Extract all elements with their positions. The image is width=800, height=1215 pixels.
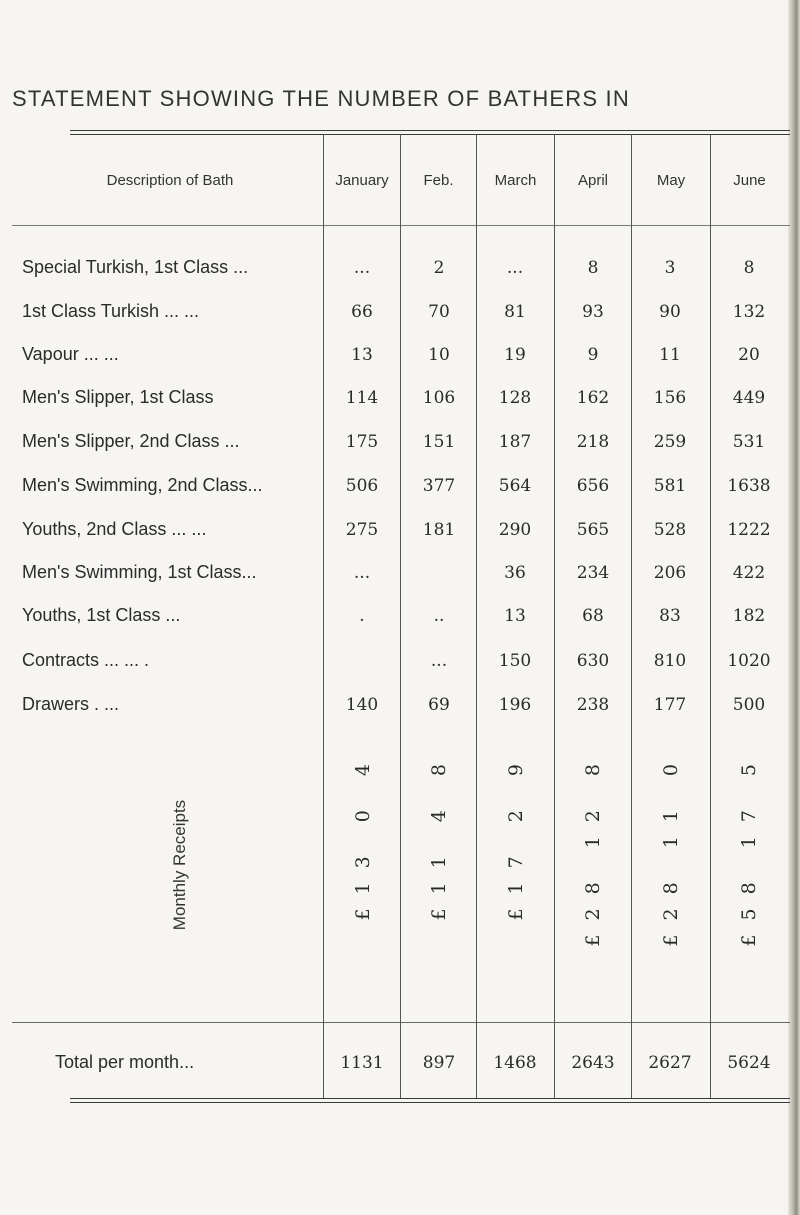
cell-may: 177	[653, 695, 687, 715]
table-bottom-rule-1	[70, 1098, 790, 1099]
receipts-divider	[12, 1022, 790, 1023]
cell-feb: ...	[430, 651, 448, 671]
row-label-youths-second: Youths, 2nd Class ... ...	[22, 519, 207, 539]
cell-apr: 218	[576, 432, 610, 452]
row-label-mens-slipper-second: Men's Slipper, 2nd Class ...	[22, 431, 240, 451]
cell-mar: 81	[504, 302, 526, 322]
receipt-apr: £28 12 8	[582, 750, 604, 947]
cell-feb: 151	[422, 432, 456, 452]
header-may: May	[656, 172, 686, 189]
cell-apr: 68	[582, 606, 604, 626]
receipt-may: £28 11 0	[660, 750, 682, 947]
cell-mar: 19	[504, 345, 526, 365]
cell-may: 3	[664, 258, 676, 278]
cell-mar: 150	[498, 651, 532, 671]
cell-may: 11	[659, 345, 681, 365]
cell-jan: 175	[345, 432, 379, 452]
cell-feb: 377	[422, 476, 456, 496]
total-jun: 5624	[727, 1053, 771, 1073]
cell-feb: 2	[433, 258, 445, 278]
total-mar: 1468	[493, 1053, 537, 1073]
cell-jun: 449	[732, 388, 766, 408]
cell-may: 810	[653, 651, 687, 671]
header-january: January	[335, 172, 389, 189]
cell-apr: 8	[587, 258, 599, 278]
cell-may: 156	[653, 388, 687, 408]
cell-jun: 1638	[727, 476, 771, 496]
cell-jan: 114	[345, 388, 379, 408]
cell-jan: 506	[345, 476, 379, 496]
page-edge	[788, 0, 800, 1215]
cell-apr: 238	[576, 695, 610, 715]
cell-jun: 500	[732, 695, 766, 715]
receipt-mar: £17 2 9	[505, 750, 527, 921]
total-may: 2627	[648, 1053, 692, 1073]
cell-jan: ...	[353, 258, 371, 278]
row-label-mens-swimming-first: Men's Swimming, 1st Class...	[22, 562, 257, 582]
cell-feb: 106	[422, 388, 456, 408]
cell-jan: .	[359, 606, 365, 626]
cell-feb: 69	[428, 695, 450, 715]
cell-jun: 182	[732, 606, 766, 626]
cell-feb: ..	[433, 606, 445, 626]
row-label-first-class-turkish: 1st Class Turkish ... ...	[22, 301, 200, 321]
cell-jan: 275	[345, 520, 379, 540]
cell-may: 90	[659, 302, 681, 322]
cell-feb: 70	[428, 302, 450, 322]
total-feb: 897	[422, 1053, 456, 1073]
receipt-feb: £11 4 8	[428, 750, 450, 921]
row-label-mens-slipper-first: Men's Slipper, 1st Class	[22, 387, 214, 407]
cell-apr: 656	[576, 476, 610, 496]
table-top-rule-2	[70, 134, 790, 135]
row-label-youths-first: Youths, 1st Class ...	[22, 605, 181, 625]
header-february: Feb.	[423, 172, 454, 189]
cell-may: 259	[653, 432, 687, 452]
row-label-mens-swimming-second: Men's Swimming, 2nd Class...	[22, 475, 263, 495]
cell-feb: 10	[428, 345, 450, 365]
cell-may: 83	[659, 606, 681, 626]
cell-apr: 9	[587, 345, 599, 365]
cell-mar: 128	[498, 388, 532, 408]
cell-apr: 93	[582, 302, 604, 322]
monthly-receipts-label: Monthly Receipts	[170, 799, 189, 931]
cell-jun: 531	[732, 432, 766, 452]
header-june: June	[733, 172, 766, 189]
cell-feb: 181	[422, 520, 456, 540]
cell-jun: 1222	[727, 520, 771, 540]
cell-apr: 162	[576, 388, 610, 408]
cell-jan: ...	[353, 563, 371, 583]
cell-mar: ...	[506, 258, 524, 278]
cell-jan: 140	[345, 695, 379, 715]
cell-may: 528	[653, 520, 687, 540]
cell-mar: 564	[498, 476, 532, 496]
cell-mar: 36	[504, 563, 526, 583]
cell-jan: 66	[351, 302, 373, 322]
table-top-rule-1	[70, 130, 790, 131]
cell-jun: 132	[732, 302, 766, 322]
header-march: March	[494, 172, 537, 189]
cell-mar: 290	[498, 520, 532, 540]
row-label-vapour: Vapour ... ...	[22, 344, 119, 364]
row-label-special-turkish: Special Turkish, 1st Class ...	[22, 257, 249, 277]
cell-jun: 422	[732, 563, 766, 583]
total-apr: 2643	[571, 1053, 615, 1073]
cell-jan: 13	[351, 345, 373, 365]
cell-may: 206	[653, 563, 687, 583]
receipt-jun: £58 17 5	[738, 750, 760, 947]
header-divider	[12, 225, 790, 226]
receipt-jan: £13 0 4	[352, 750, 374, 921]
row-label-drawers: Drawers . ...	[22, 694, 120, 714]
cell-apr: 630	[576, 651, 610, 671]
header-april: April	[577, 172, 608, 189]
header-description: Description of Bath	[106, 172, 234, 189]
table-bottom-rule-2	[70, 1102, 790, 1103]
row-label-contracts: Contracts ... ... .	[22, 650, 150, 670]
cell-jun: 1020	[727, 651, 771, 671]
total-per-month-label: Total per month...	[55, 1052, 195, 1072]
cell-jun: 8	[743, 258, 755, 278]
cell-apr: 565	[576, 520, 610, 540]
cell-may: 581	[653, 476, 687, 496]
cell-jun: 20	[738, 345, 760, 365]
cell-mar: 187	[498, 432, 532, 452]
cell-mar: 13	[504, 606, 526, 626]
cell-apr: 234	[576, 563, 610, 583]
page-title: STATEMENT SHOWING THE NUMBER OF BATHERS IN	[12, 86, 630, 111]
total-jan: 1131	[340, 1053, 384, 1073]
cell-mar: 196	[498, 695, 532, 715]
